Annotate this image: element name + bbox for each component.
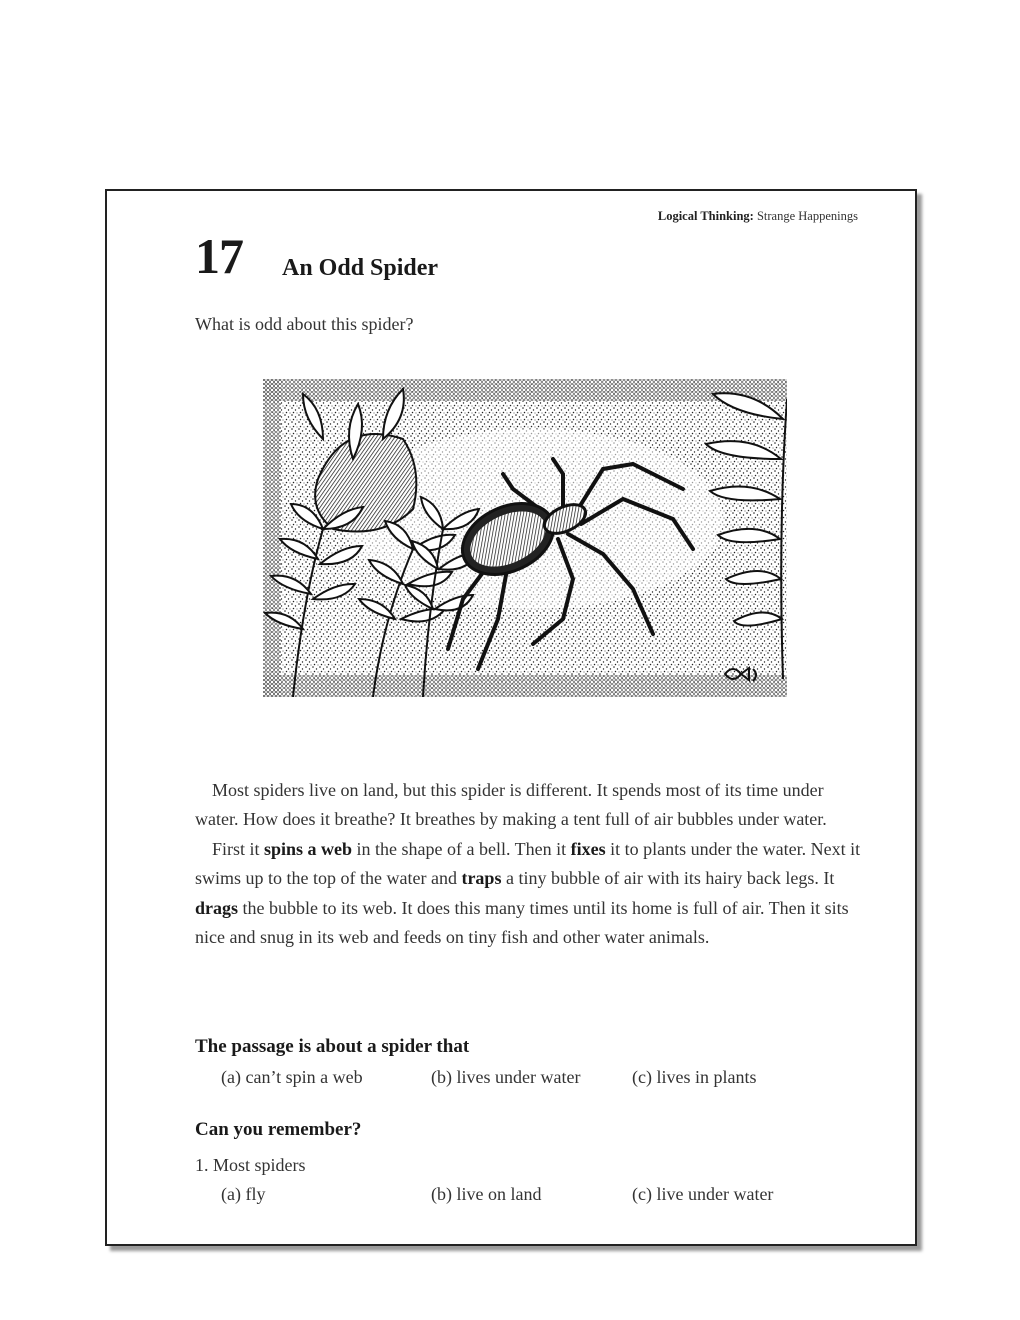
spider-underwater-illustration bbox=[263, 379, 787, 697]
reading-passage bbox=[195, 776, 865, 952]
vocab-spins-a-web: spins a web bbox=[264, 838, 353, 859]
lesson-title: An Odd Spider bbox=[282, 255, 439, 281]
passage-paragraph-1: Most spiders live on land, but this spider is different. It spends most of its time under water. How does it breathe? It breathes by making a tent full of air bubbles under water. bbox=[195, 780, 827, 830]
vocab-fixes: fixes bbox=[570, 838, 606, 859]
recall-1-option-a[interactable]: (a) fly bbox=[221, 1184, 266, 1204]
main-option-b[interactable]: (b) lives under water bbox=[431, 1067, 581, 1087]
recall-heading: Can you remember? bbox=[195, 1119, 362, 1140]
vocab-drags: drags bbox=[195, 897, 239, 918]
recall-1-option-b[interactable]: (b) live on land bbox=[431, 1184, 542, 1204]
passage-paragraph-2: First it spins a web in the shape of a bell. Then it fixes it to plants under the water. Next it swims up to the top of the water and traps a tiny bubble of air with its hairy back legs. It drags the bubble to its web. It does this many times until its home is full of air. Then it sits nice and snug in its web and feeds on tiny fish and other water animals. bbox=[195, 838, 861, 948]
recall-question-1: 1. Most spiders bbox=[195, 1155, 306, 1175]
lesson-number: 17 bbox=[195, 228, 243, 284]
main-option-c[interactable]: (c) lives in plants bbox=[632, 1067, 757, 1087]
worksheet-page bbox=[105, 189, 917, 1246]
prompt-question: What is odd about this spider? bbox=[195, 314, 414, 334]
main-question-heading: The passage is about a spider that bbox=[195, 1036, 470, 1057]
running-head bbox=[658, 209, 858, 224]
vocab-traps: traps bbox=[461, 868, 502, 889]
recall-1-option-c[interactable]: (c) live under water bbox=[632, 1184, 774, 1204]
main-option-a[interactable]: (a) can’t spin a web bbox=[221, 1067, 363, 1087]
running-head-text: Strange Happenings bbox=[756, 209, 858, 223]
running-head-label: Logical Thinking: bbox=[657, 209, 754, 223]
main-question-options bbox=[221, 1067, 861, 1091]
recall-question-1-options bbox=[221, 1184, 861, 1208]
